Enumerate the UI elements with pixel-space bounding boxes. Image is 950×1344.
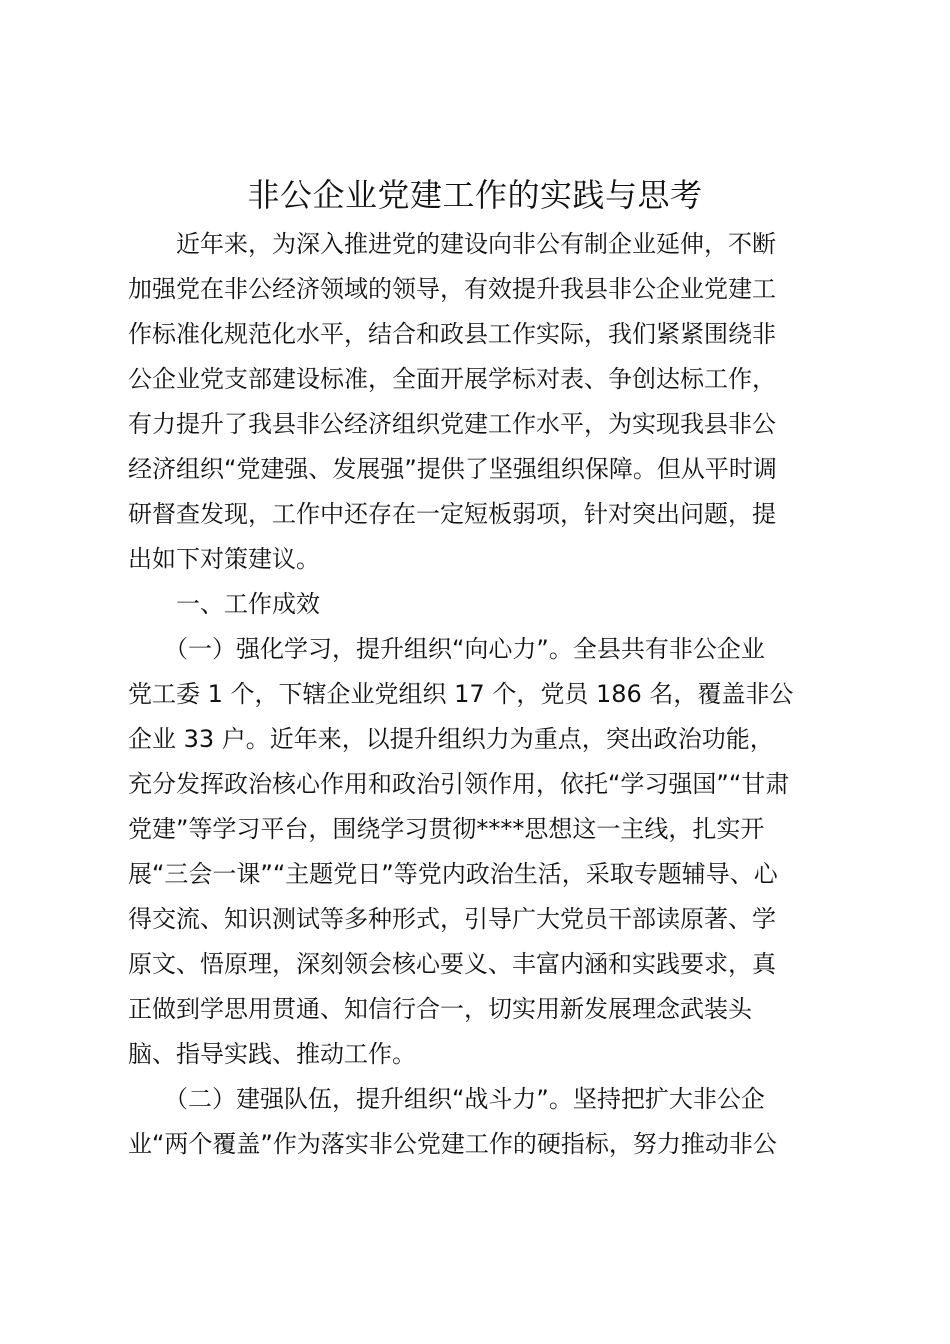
body-line: 充分发挥政治核心作用和政治引领作用，依托“学习强国”“甘肃 <box>128 770 790 798</box>
section-heading: 一、工作成效 <box>128 590 320 618</box>
body-line: 党建”等学习平台，围绕学习贯彻****思想这一主线，扎实开 <box>128 815 765 843</box>
subsection-heading: （一）强化学习，提升组织“向心力”。全县共有非公企业 <box>128 635 765 663</box>
body-line: 近年来，为深入推进党的建设向非公有制企业延伸，不断 <box>128 230 776 258</box>
body-line: 脑、指导实践、推动工作。 <box>128 1040 416 1068</box>
body-line: 展“三会一课”“主题党日”等党内政治生活，采取专题辅导、心 <box>128 860 778 888</box>
subsection-heading: （二）建强队伍，提升组织“战斗力”。坚持把扩大非公企 <box>128 1085 765 1113</box>
body-line: 业“两个覆盖”作为落实非公党建工作的硬指标，努力推动非公 <box>128 1130 777 1158</box>
body-line: 公企业党支部建设标准，全面开展学标对表、争创达标工作， <box>128 365 776 393</box>
body-line: 企业 33 户。近年来，以提升组织力为重点，突出政治功能， <box>128 725 774 753</box>
body-line: 原文、悟原理，深刻领会核心要义、丰富内涵和实践要求，真 <box>128 950 776 978</box>
body-line: 作标准化规范化水平，结合和政县工作实际，我们紧紧围绕非 <box>128 320 776 348</box>
document-title: 非公企业党建工作的实践与思考 <box>247 176 703 214</box>
body-line: 有力提升了我县非公经济组织党建工作水平，为实现我县非公 <box>128 410 776 438</box>
body-line: 经济组织“党建强、发展强”提供了坚强组织保障。但从平时调 <box>128 455 777 483</box>
body-line: 得交流、知识测试等多种形式，引导广大党员干部读原著、学 <box>128 905 776 933</box>
body-line: 出如下对策建议。 <box>128 545 320 573</box>
body-line: 党工委 1 个，下辖企业党组织 17 个，党员 186 名，覆盖非公 <box>128 680 794 708</box>
body-line: 正做到学思用贯通、知信行合一，切实用新发展理念武装头 <box>128 995 752 1023</box>
body-line: 加强党在非公经济领域的领导，有效提升我县非公企业党建工 <box>128 275 776 303</box>
body-line: 研督查发现，工作中还存在一定短板弱项，针对突出问题，提 <box>128 500 776 528</box>
